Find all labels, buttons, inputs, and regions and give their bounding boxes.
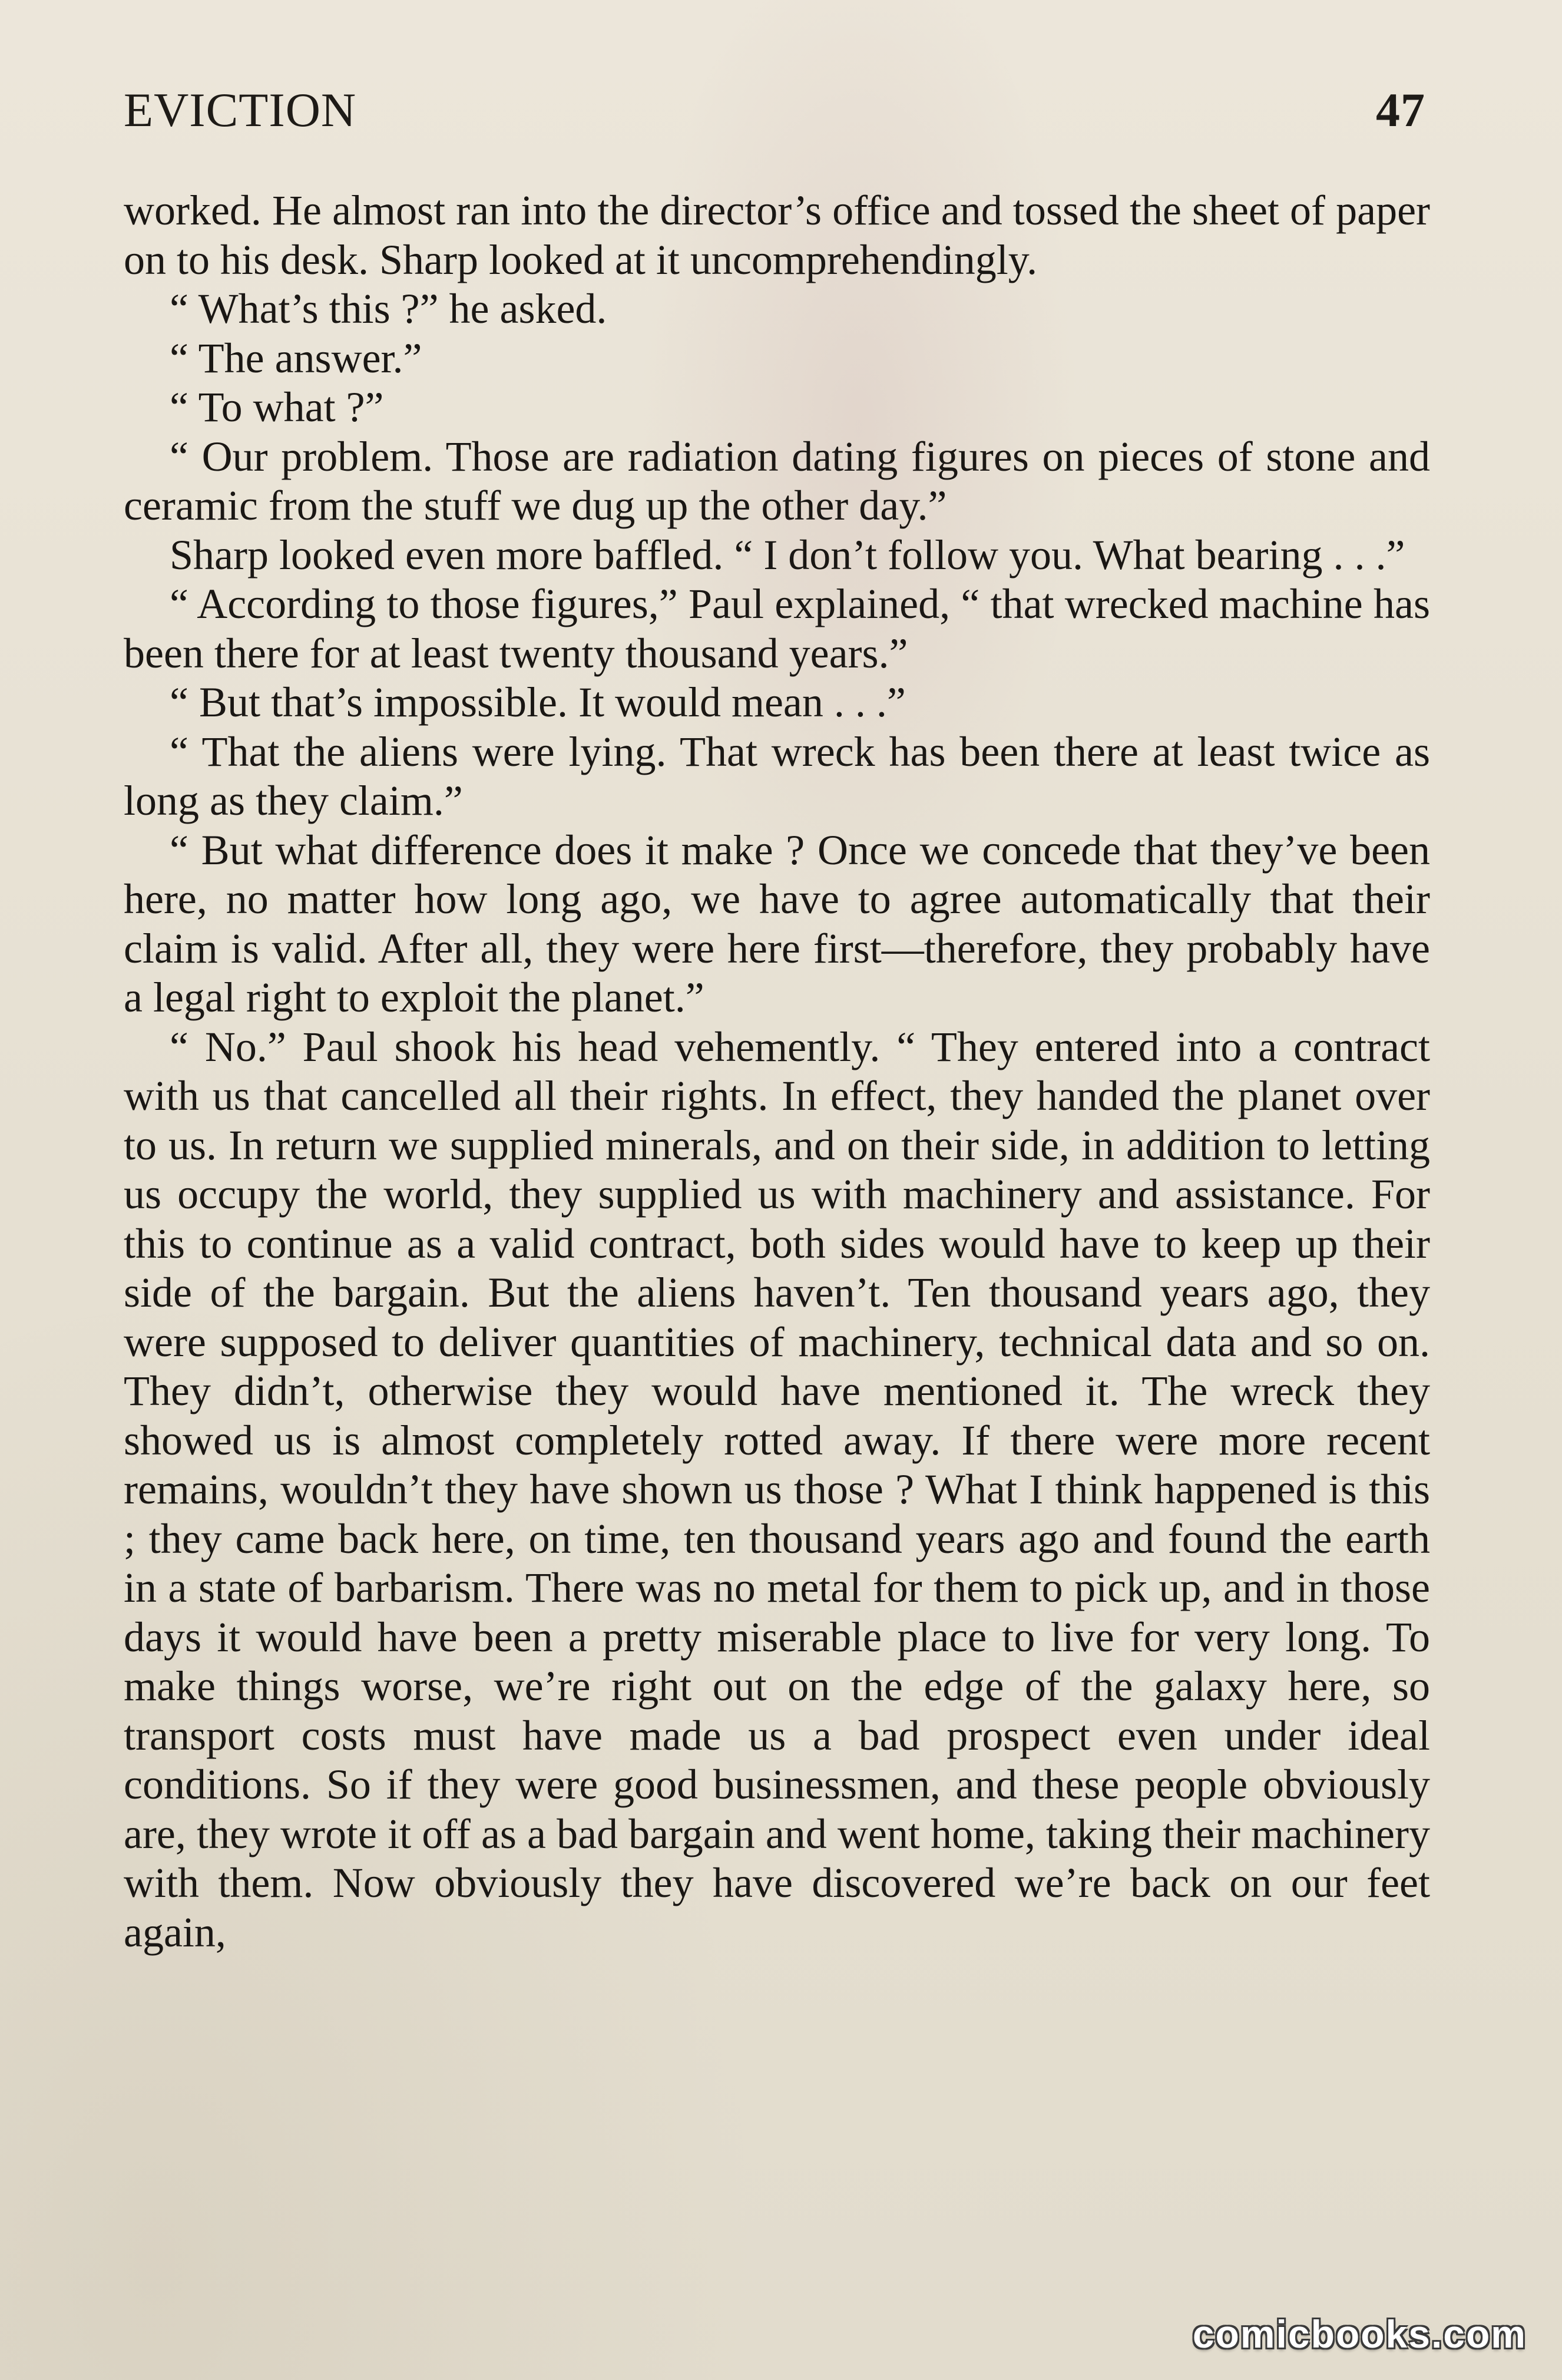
paragraph: “ But that’s impossible. It would mean . . .” [170,679,906,726]
paragraph: “ The answer.” [170,334,422,382]
paragraph: Sharp looked even more baffled. “ I don’t follow you. What bearing . . .” [170,531,1405,579]
paragraph: “ Our problem. Those are radiation dating figures on pieces of stone and ceramic from the stuff we dug up the other day.” [124,432,1430,529]
paragraph: worked. He almost ran into the director’s office and tossed the sheet of paper on to his desk. Sharp looked at it uncomprehendingly. [124,187,1430,283]
paragraph: “ No.” Paul shook his head vehemently. “ They entered into a contract with us that cancelled all their rights. In effect, they handed the planet over to us. In return we supplied minerals, and on their side, in addition to letting us occupy the world, they supplied us with machinery and assistance. For this to continue as a valid contract, both sides would have to keep up their side of the bargain. But the aliens haven’t. Ten thousand years ago, they were supposed to deliver quantities of machinery, technical data and so on. They didn’t, otherwise they would have mentioned it. The wreck they showed us is almost completely rotted away. If there were more recent remains, wouldn’t they have shown us those ? What I think happened is this ; they came back here, on time, ten thousand years ago and found the earth in a state of barbarism. There was no metal for them to pick up, and in those days it would have been a pretty miserable place to live for very long. To make things worse, we’re right out on the edge of the galaxy here, so transport costs must have made us a bad prospect even under ideal conditions. So if they were good businessmen, and these people obviously are, they wrote it off as a bad bargain and went home, taking their machinery with them. Now obviously they have discovered we’re back on our feet again, [124,1023,1430,1956]
paragraph: “ To what ?” [170,384,384,431]
running-header [124,82,1425,147]
paragraph: “ According to those figures,” Paul explained, “ that wrecked machine has been there for at least twenty thousand years.” [124,580,1430,677]
page-number: 47 [1376,83,1425,137]
paragraph: “ But what difference does it make ? Once we concede that they’ve been here, no matter how long ago, we have to agree automatically that their claim is valid. After all, they were here first—therefore, they probably have a legal right to exploit the planet.” [124,826,1430,1021]
body-text [124,186,1430,1957]
watermark-logo: comicbooks.com [1192,2312,1527,2356]
chapter-title: EVICTION [124,83,357,137]
paragraph: “ What’s this ?” he asked. [170,285,607,332]
paragraph: “ That the aliens were lying. That wreck has been there at least twice as long as they claim.” [124,728,1430,824]
